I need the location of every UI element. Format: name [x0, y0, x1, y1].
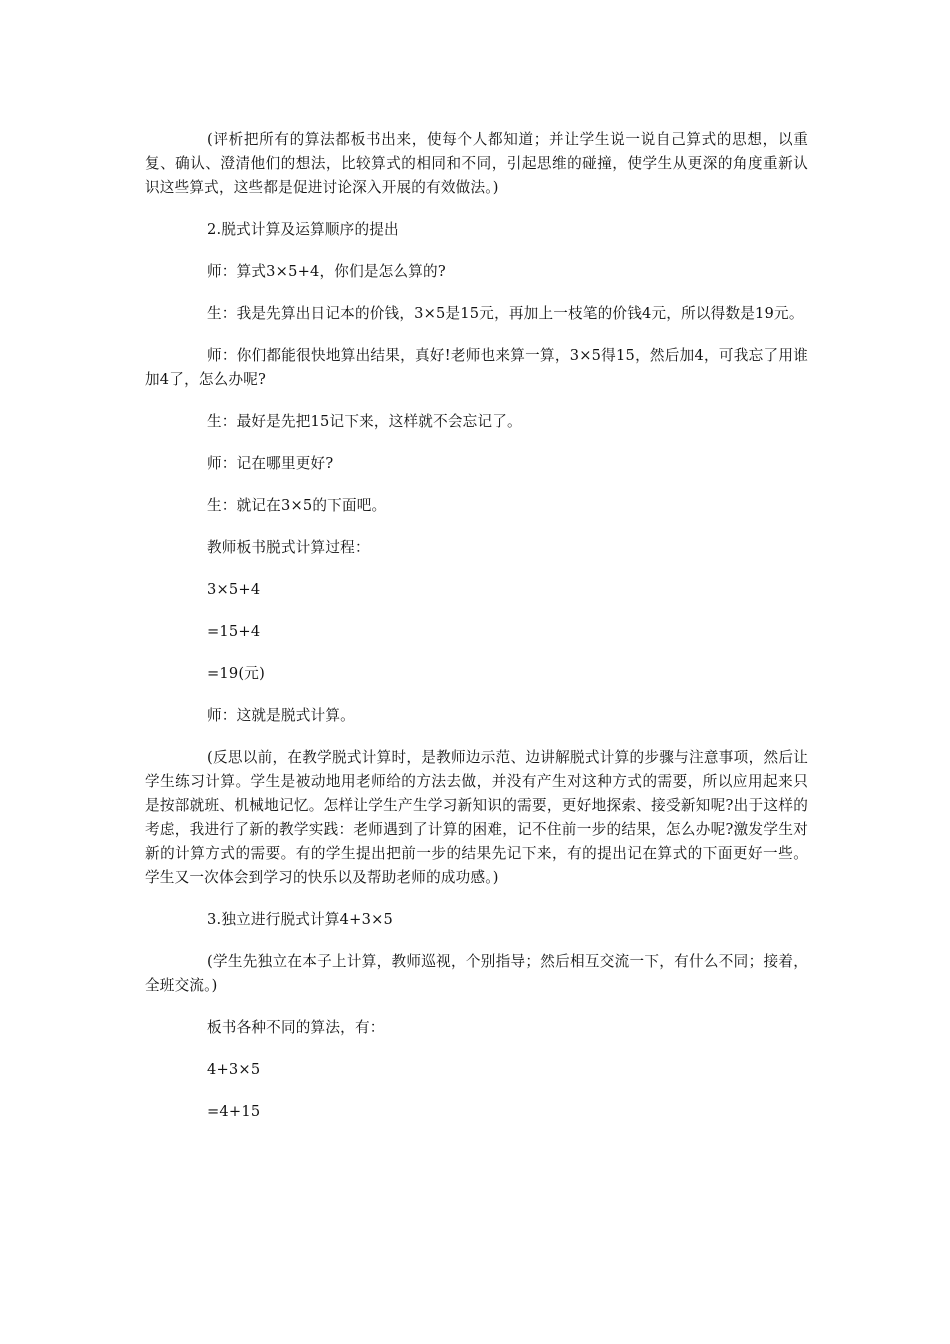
section-heading-3: 3.独立进行脱式计算4+3×5	[207, 911, 393, 928]
equation-line-4: 4+3×5	[207, 1061, 261, 1078]
paragraph-teacher-question: 师：算式3×5+4，你们是怎么算的?	[207, 263, 446, 280]
paragraph-student-answer: 生：我是先算出日记本的价钱，3×5是15元，再加上一枝笔的价钱4元，所以得数是19元。	[207, 305, 804, 322]
equation-line-1: 3×5+4	[207, 581, 261, 598]
equation-line-3: =19(元)	[207, 665, 265, 682]
paragraph-commentary-1: (评析把所有的算法都板书出来，使每个人都知道；并让学生说一说自己算式的思想，以重复、确认、澄清他们的想法，比较算式的相同和不同，引起思维的碰撞，使学生从更深的角度重新认识这些算式，这些都是促进讨论深入开展的有效做法。)	[145, 131, 808, 196]
paragraph-student-suggestion: 生：最好是先把15记下来，这样就不会忘记了。	[207, 413, 522, 430]
section-heading-2: 2.脱式计算及运算顺序的提出	[207, 221, 399, 238]
equation-line-2: =15+4	[207, 623, 261, 640]
paragraph-board-intro: 教师板书脱式计算过程：	[207, 539, 370, 556]
document-page	[145, 128, 808, 1142]
paragraph-teacher-remark: 师：你们都能很快地算出结果，真好!老师也来算一算，3×5得15，然后加4，可我忘了用谁加4了，怎么办呢?	[145, 347, 808, 388]
paragraph-board-methods: 板书各种不同的算法，有：	[207, 1019, 385, 1036]
paragraph-student-practice: (学生先独立在本子上计算，教师巡视，个别指导；然后相互交流一下，有什么不同；接着，全班交流。)	[145, 953, 808, 994]
equation-line-5: =4+15	[207, 1103, 261, 1120]
paragraph-teacher-where: 师：记在哪里更好?	[207, 455, 334, 472]
paragraph-teacher-conclusion: 师：这就是脱式计算。	[207, 707, 355, 724]
paragraph-student-where: 生：就记在3×5的下面吧。	[207, 497, 387, 514]
paragraph-reflection: (反思以前，在教学脱式计算时，是教师边示范、边讲解脱式计算的步骤与注意事项，然后让学生练习计算。学生是被动地用老师给的方法去做，并没有产生对这种方式的需要，所以应用起来只是按部就班、机械地记忆。怎样让学生产生学习新知识的需要，更好地探索、接受新知呢?出于这样的考虑，我进行了新的教学实践：老师遇到了计算的困难，记不住前一步的结果，怎么办呢?激发学生对新的计算方式的需要。有的学生提出把前一步的结果先记下来，有的提出记在算式的下面更好一些。学生又一次体会到学习的快乐以及帮助老师的成功感。)	[145, 749, 808, 886]
